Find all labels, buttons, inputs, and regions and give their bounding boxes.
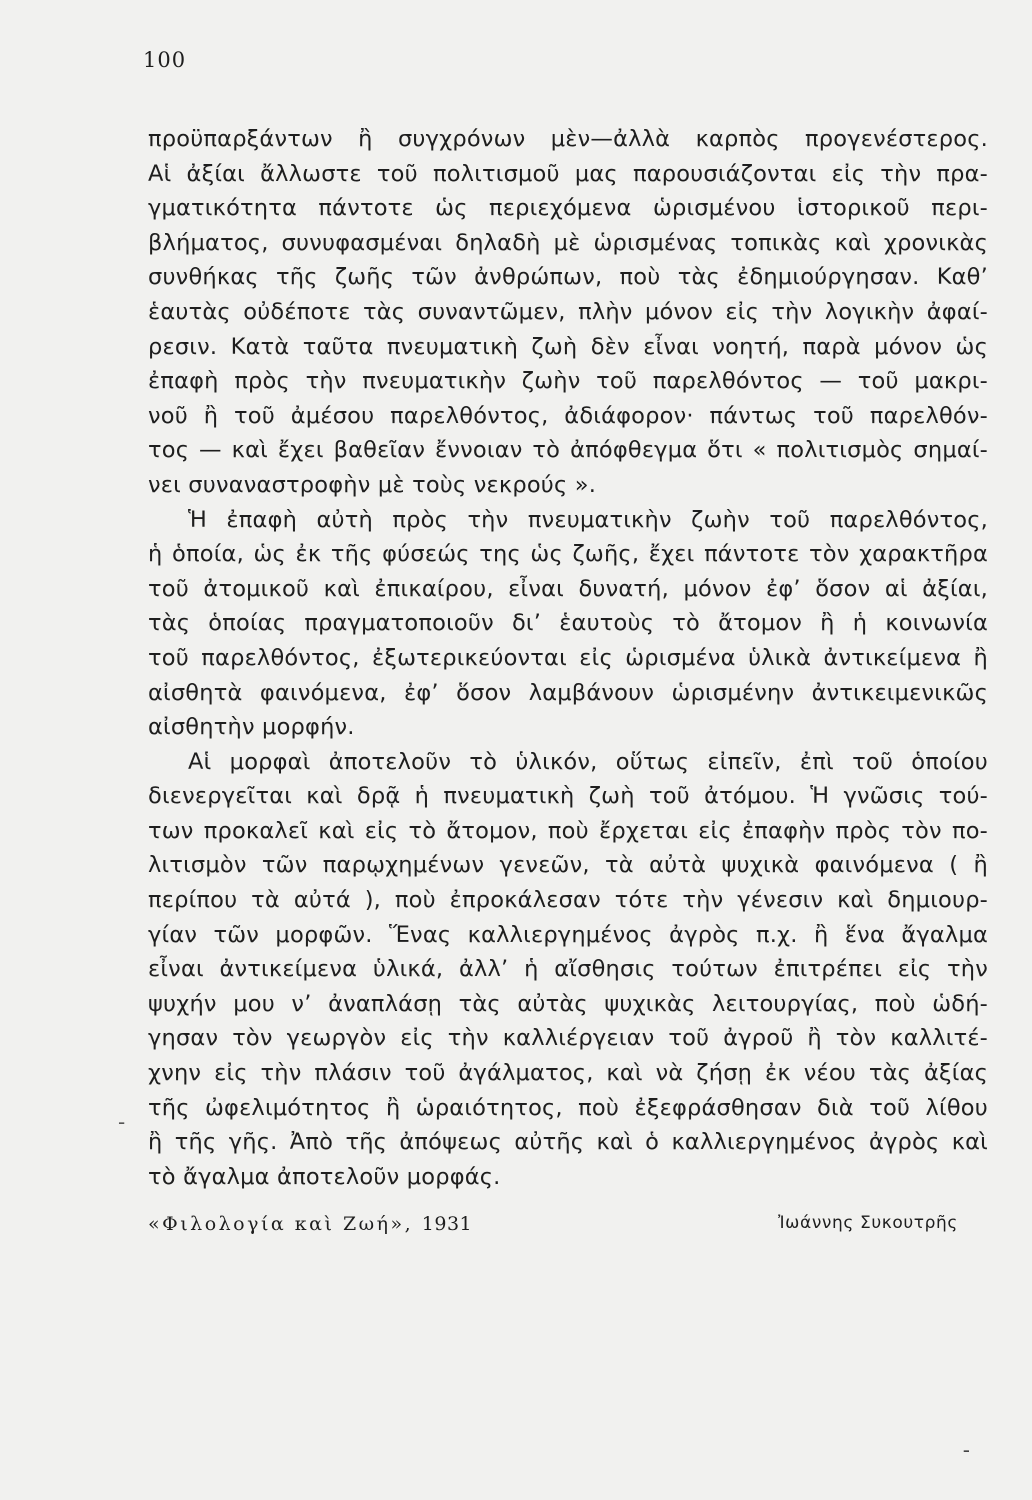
paragraph xyxy=(148,122,988,503)
text-line: βλήματος, συνυφασμέναι δηλαδὴ μὲ ὡρισμένας τοπικὰς καὶ χρονικὰς xyxy=(148,229,988,256)
text-line: διενεργεῖται καὶ δρᾷ ἡ πνευματικὴ ζωὴ τοῦ ἀτόμου. Ἡ γνῶσις τού- xyxy=(148,783,988,810)
text-line: τοῦ ἀτομικοῦ καὶ ἐπικαίρου, εἶναι δυνατή, μόνον ἐφ’ ὅσον αἱ ἀξίαι, xyxy=(148,575,988,602)
text-line: ρεσιν. Κατὰ ταῦτα πνευματικὴ ζωὴ δὲν εἶναι νοητή, παρὰ μόνον ὡς xyxy=(148,333,988,360)
text-line: τος — καὶ ἔχει βαθεῖαν ἔννοιαν τὸ ἀπόφθεγμα ὅτι « πολιτισμὸς σημαί- xyxy=(148,437,988,464)
text-line: ἡ ὁποία, ὡς ἐκ τῆς φύσεώς της ὡς ζωῆς, ἔχει πάντοτε τὸν χαρακτῆρα xyxy=(148,541,988,568)
source-citation xyxy=(148,1213,472,1235)
body-text xyxy=(148,122,988,1194)
text-line: Αἱ μορφαὶ ἀποτελοῦν τὸ ὑλικόν, οὕτως εἰπεῖν, ἐπὶ τοῦ ὁποίου xyxy=(188,748,988,775)
text-line: ἐπαφὴ πρὸς τὴν πνευματικὴν ζωὴν τοῦ παρελθόντος — τοῦ μακρι- xyxy=(148,368,988,395)
margin-dash-mark: - xyxy=(118,1110,126,1134)
text-line: αἰσθητὴν μορφήν. xyxy=(148,714,355,741)
text-line: τῆς ὠφελιμότητος ἢ ὡραιότητος, ποὺ ἐξεφράσθησαν διὰ τοῦ λίθου xyxy=(148,1094,988,1121)
text-line: ψυχήν μου ν’ ἀναπλάσῃ τὰς αὐτὰς ψυχικὰς λειτουργίας, ποὺ ὡδή- xyxy=(148,990,988,1017)
citation-footer xyxy=(148,1213,958,1247)
text-line: γίαν τῶν μορφῶν. Ἕνας καλλιεργημένος ἀγρὸς π.χ. ἢ ἕνα ἄγαλμα xyxy=(148,921,988,948)
text-line: περίπου τὰ αὐτά ), ποὺ ἐπροκάλεσαν τότε τὴν γένεσιν καὶ δημιουρ- xyxy=(148,887,988,914)
text-line: ἢ τῆς γῆς. Ἀπὸ τῆς ἀπόψεως αὐτῆς καὶ ὁ καλλιεργημένος ἀγρὸς καὶ xyxy=(148,1129,988,1156)
author-name: Ἰωάννης Συκουτρῆς xyxy=(778,1213,958,1233)
paragraph xyxy=(148,503,988,745)
text-line: εἶναι ἀντικείμενα ὑλικά, ἀλλ’ ἡ αἴσθησις τούτων ἐπιτρέπει εἰς τὴν xyxy=(148,956,988,983)
text-line: τοῦ παρελθόντος, ἐξωτερικεύονται εἰς ὡρισμένα ὑλικὰ ἀντικείμενα ἢ xyxy=(148,644,988,671)
paragraph xyxy=(148,745,988,1195)
text-line: τὸ ἄγαλμα ἀποτελοῦν μορφάς. xyxy=(148,1163,501,1190)
source-year: 1931 xyxy=(421,1213,473,1235)
text-line: Αἱ ἀξίαι ἄλλωστε τοῦ πολιτισμοῦ μας παρουσιάζονται εἰς τὴν πρα- xyxy=(148,160,988,187)
text-line: γησαν τὸν γεωργὸν εἰς τὴν καλλιέργειαν τοῦ ἀγροῦ ἢ τὸν καλλιτέ- xyxy=(148,1025,988,1052)
text-line: Ἡ ἐπαφὴ αὐτὴ πρὸς τὴν πνευματικὴν ζωὴν τοῦ παρελθόντος, xyxy=(188,506,988,533)
text-line: των προκαλεῖ καὶ εἰς τὸ ἄτομον, ποὺ ἔρχεται εἰς ἐπαφὴν πρὸς τὸν πο- xyxy=(148,817,988,844)
text-line: χνην εἰς τὴν πλάσιν τοῦ ἀγάλματος, καὶ νὰ ζήσῃ ἐκ νέου τὰς ἀξίας xyxy=(148,1060,988,1087)
source-title: «Φιλολογία καὶ Ζωή», xyxy=(148,1213,414,1235)
text-line: αἰσθητὰ φαινόμενα, ἐφ’ ὅσον λαμβάνουν ὡρισμένην ἀντικειμενικῶς xyxy=(148,679,988,706)
text-line: γματικότητα πάντοτε ὡς περιεχόμενα ὡρισμένου ἱστορικοῦ περι- xyxy=(148,195,988,222)
text-line: νει συναναστροφὴν μὲ τοὺς νεκρούς ». xyxy=(148,471,597,498)
text-line: νοῦ ἢ τοῦ ἀμέσου παρελθόντος, ἀδιάφορον· πάντως τοῦ παρελθόν- xyxy=(148,402,988,429)
page-number: 100 xyxy=(143,48,187,72)
corner-dash-mark: - xyxy=(962,1438,970,1462)
text-line: ἑαυτὰς οὐδέποτε τὰς συναντῶμεν, πλὴν μόνον εἰς τὴν λογικὴν ἀφαί- xyxy=(148,298,988,325)
text-line: συνθήκας τῆς ζωῆς τῶν ἀνθρώπων, ποὺ τὰς ἐδημιούργησαν. Καθ’ xyxy=(148,264,988,291)
text-line: προϋπαρξάντων ἢ συγχρόνων μὲν—ἀλλὰ καρπὸς προγενέστερος. xyxy=(148,126,988,152)
text-line: λιτισμὸν τῶν παρῳχημένων γενεῶν, τὰ αὐτὰ ψυχικὰ φαινόμενα ( ἢ xyxy=(148,852,988,879)
text-line: τὰς ὁποίας πραγματοποιοῦν δι’ ἑαυτοὺς τὸ ἄτομον ἢ ἡ κοινωνία xyxy=(148,610,988,637)
